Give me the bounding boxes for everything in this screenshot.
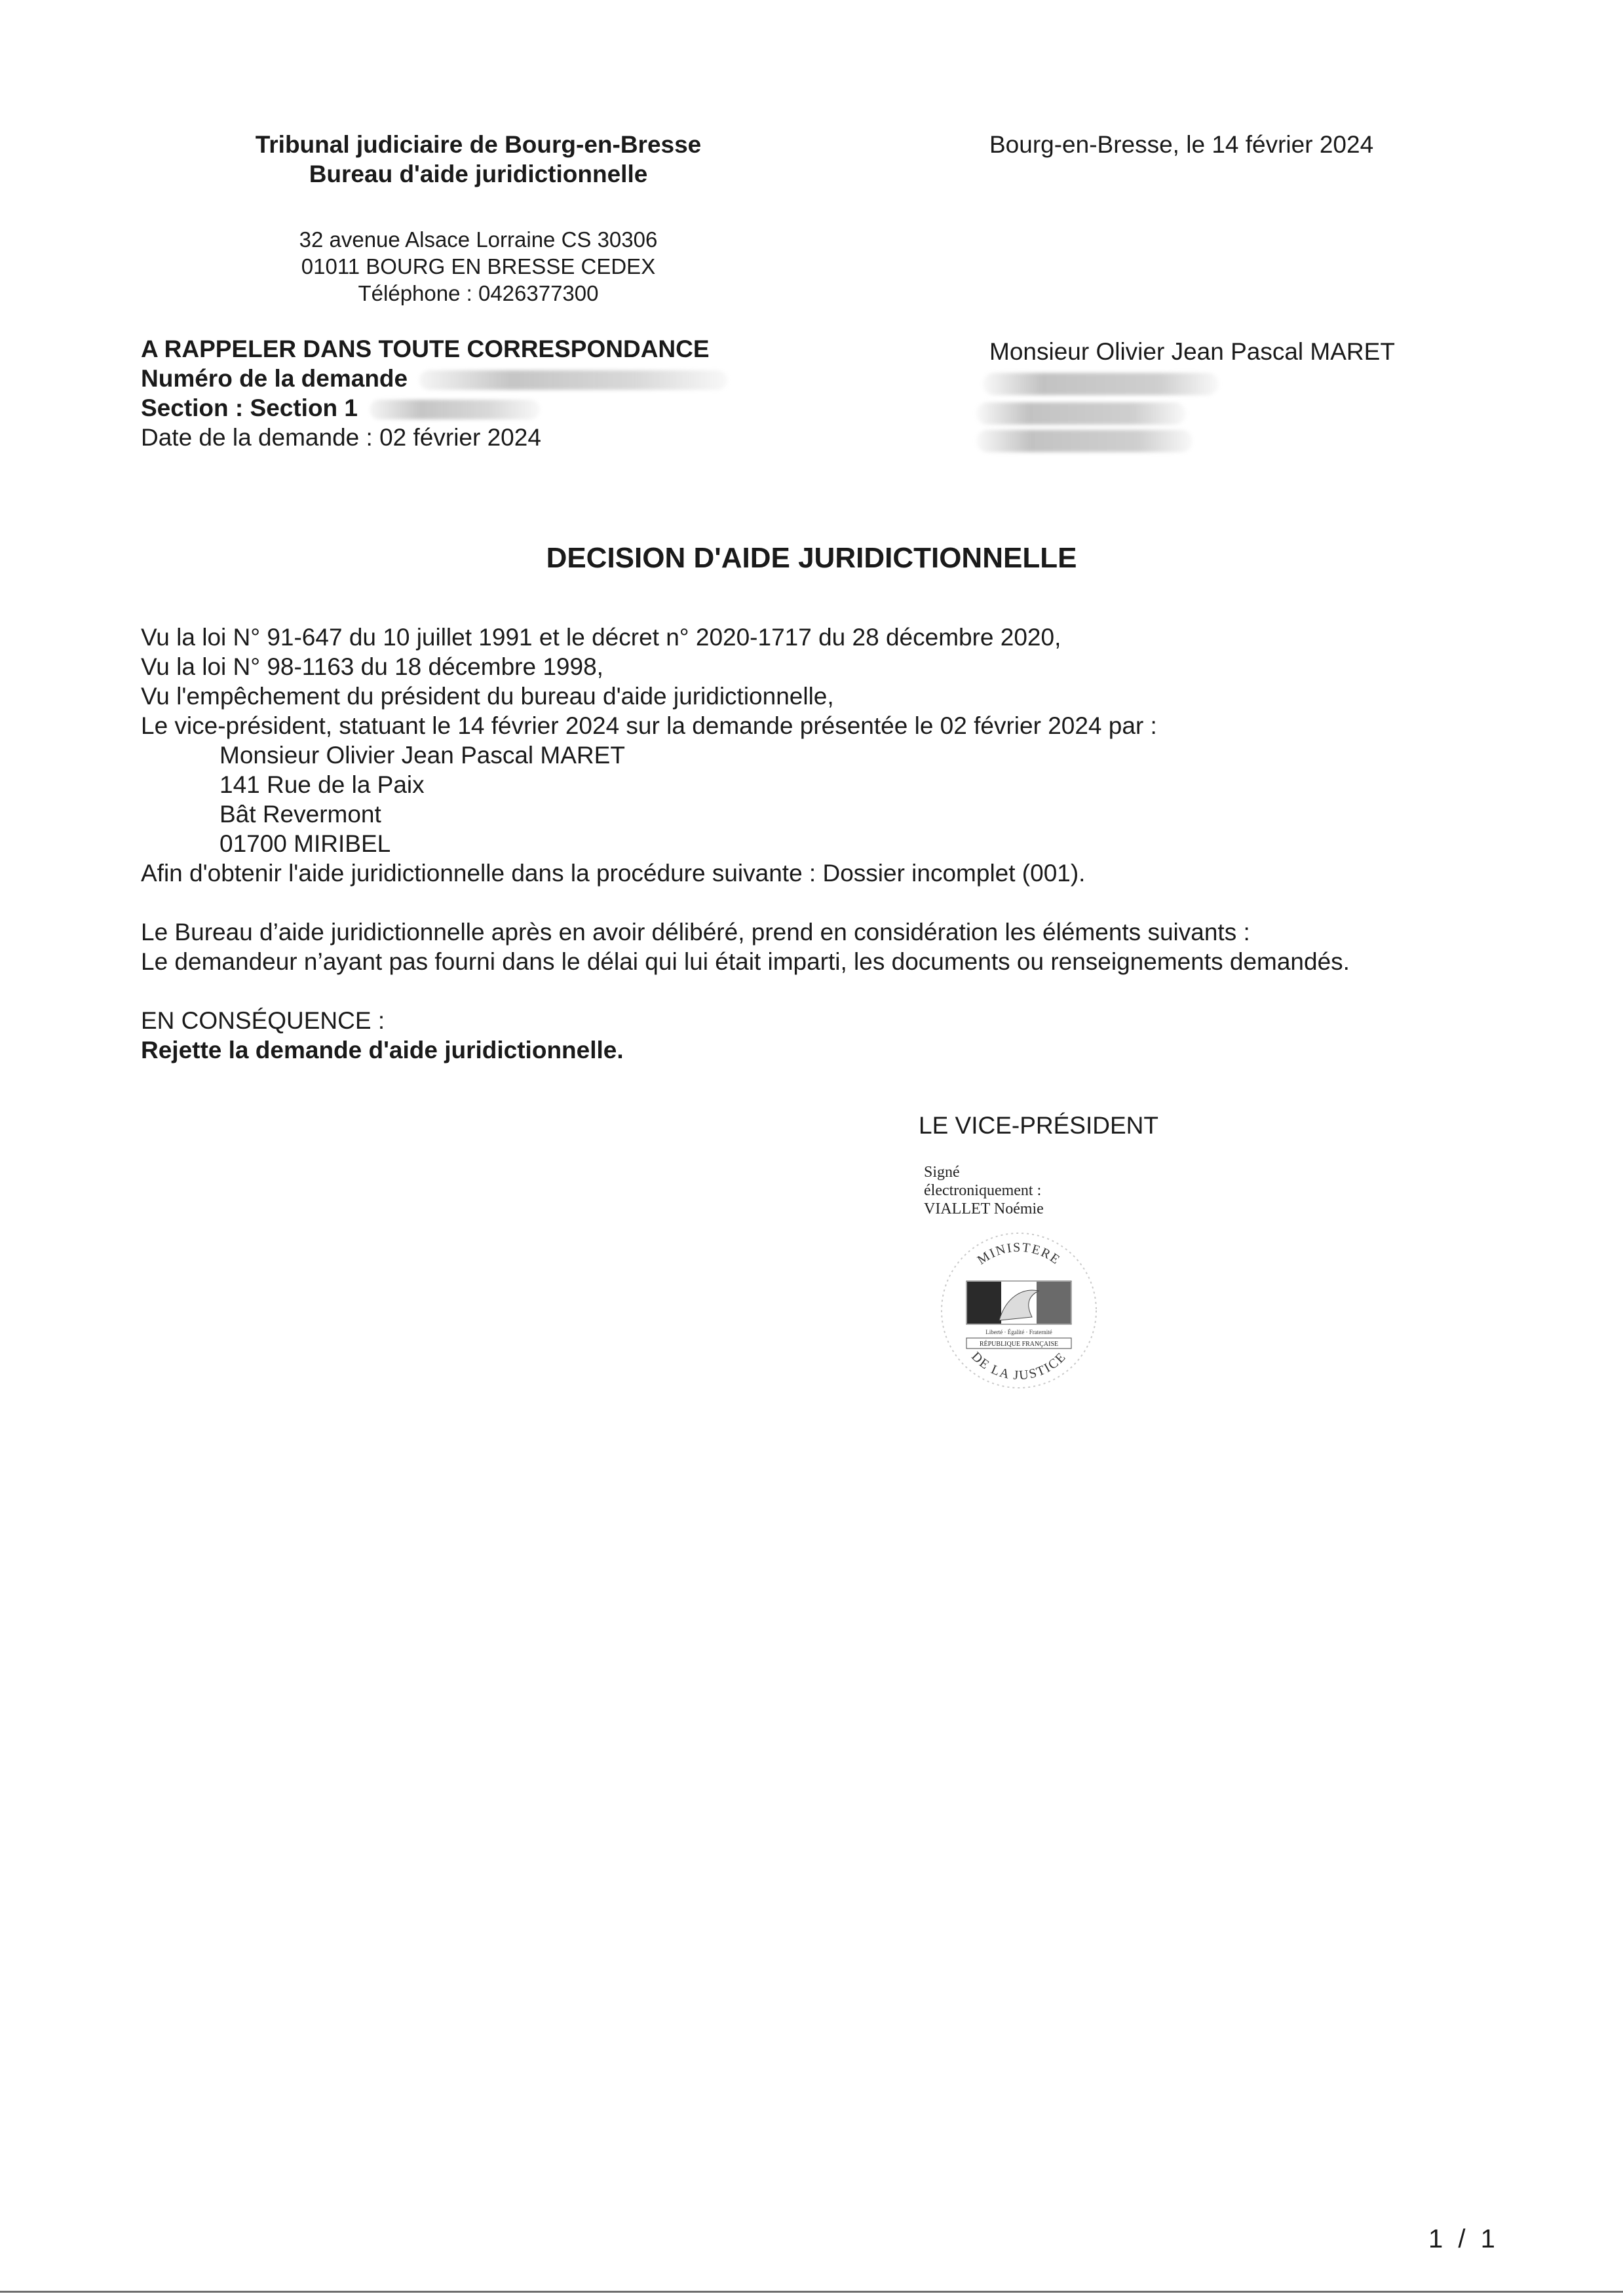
scan-edge-line xyxy=(0,2291,1623,2293)
signatory-role: LE VICE-PRÉSIDENT xyxy=(919,1112,1158,1139)
court-header xyxy=(170,130,786,189)
court-address xyxy=(170,226,786,307)
electronic-signature xyxy=(924,1163,1134,1218)
redacted-address-2 xyxy=(976,402,1186,425)
decision-body xyxy=(141,622,1517,1065)
applicant-building: Bât Revermont xyxy=(220,801,381,828)
place-and-date: Bourg-en-Bresse, le 14 février 2024 xyxy=(989,131,1374,158)
correspondence-notice: A RAPPELER DANS TOUTE CORRESPONDANCE xyxy=(141,335,710,362)
seal-graphic xyxy=(934,1225,1104,1396)
redacted-request-number xyxy=(419,370,727,390)
spacer xyxy=(141,976,1517,1006)
request-number-line xyxy=(141,364,862,393)
office-name: Bureau d'aide juridictionnelle xyxy=(309,161,648,187)
recipient-name: Monsieur Olivier Jean Pascal MARET xyxy=(989,338,1395,365)
applicant-city: 01700 MIRIBEL xyxy=(220,830,391,857)
spacer xyxy=(141,888,1517,917)
seal-bottom-text: DE LA JUSTICE xyxy=(968,1349,1069,1383)
section-line xyxy=(141,393,862,423)
phone-line: Téléphone : 0426377300 xyxy=(358,281,599,305)
applicant-name: Monsieur Olivier Jean Pascal MARET xyxy=(220,742,625,769)
redacted-address-3 xyxy=(976,430,1193,452)
signer-name: VIALLET Noémie xyxy=(924,1200,1044,1217)
address-line-2: 01011 BOURG EN BRESSE CEDEX xyxy=(301,254,656,278)
consequence-label: EN CONSÉQUENCE : xyxy=(141,1007,385,1034)
request-number-label: Numéro de la demande xyxy=(141,365,408,392)
legal-basis-1: Vu la loi N° 91-647 du 10 juillet 1991 et le décret n° 2020-1717 du 28 décembre 2020, xyxy=(141,624,1061,651)
signed-line-2: électroniquement : xyxy=(924,1182,1042,1199)
address-line-1: 32 avenue Alsace Lorraine CS 30306 xyxy=(299,227,658,252)
page-number: 1 / 1 xyxy=(1428,2225,1499,2253)
legal-basis-2: Vu la loi N° 98-1163 du 18 décembre 1998, xyxy=(141,653,603,680)
seal-republic: RÉPUBLIQUE FRANÇAISE xyxy=(979,1341,1059,1348)
recipient-block xyxy=(989,337,1514,366)
redacted-section-code xyxy=(370,400,540,419)
seal-top-text: MINISTERE xyxy=(974,1240,1063,1268)
procedure-purpose: Afin d'obtenir l'aide juridictionnelle dans la procédure suivante : Dossier incomplet (001). xyxy=(141,860,1086,887)
ruling-intro: Le vice-président, statuant le 14 février 2024 sur la demande présentée le 02 février 2024 par : xyxy=(141,712,1157,739)
redacted-address-1 xyxy=(983,373,1219,395)
document-title: DECISION D'AIDE JURIDICTIONNELLE xyxy=(546,542,1077,574)
reason-line: Le demandeur n’ayant pas fourni dans le délai qui lui était imparti, les documents ou renseignements demandés. xyxy=(141,948,1350,975)
request-date: Date de la demande : 02 février 2024 xyxy=(141,424,541,451)
applicant-street: 141 Rue de la Paix xyxy=(220,771,425,798)
court-name: Tribunal judiciaire de Bourg-en-Bresse xyxy=(255,131,702,158)
decision-text: Rejette la demande d'aide juridictionnelle. xyxy=(141,1037,624,1063)
ministry-seal xyxy=(934,1225,1104,1396)
section-label: Section : Section 1 xyxy=(141,394,358,421)
reference-block xyxy=(141,334,862,452)
signed-line-1: Signé xyxy=(924,1164,960,1181)
consideration-line: Le Bureau d’aide juridictionnelle après en avoir délibéré, prend en considération les éléments suivants : xyxy=(141,919,1250,946)
svg-text:MINISTERE xyxy=(975,1240,1063,1268)
svg-text:DE LA JUSTICE xyxy=(968,1349,1069,1383)
legal-basis-3: Vu l'empêchement du président du bureau d'aide juridictionnelle, xyxy=(141,683,834,710)
seal-motto: Liberté · Égalité · Fraternité xyxy=(985,1329,1052,1335)
